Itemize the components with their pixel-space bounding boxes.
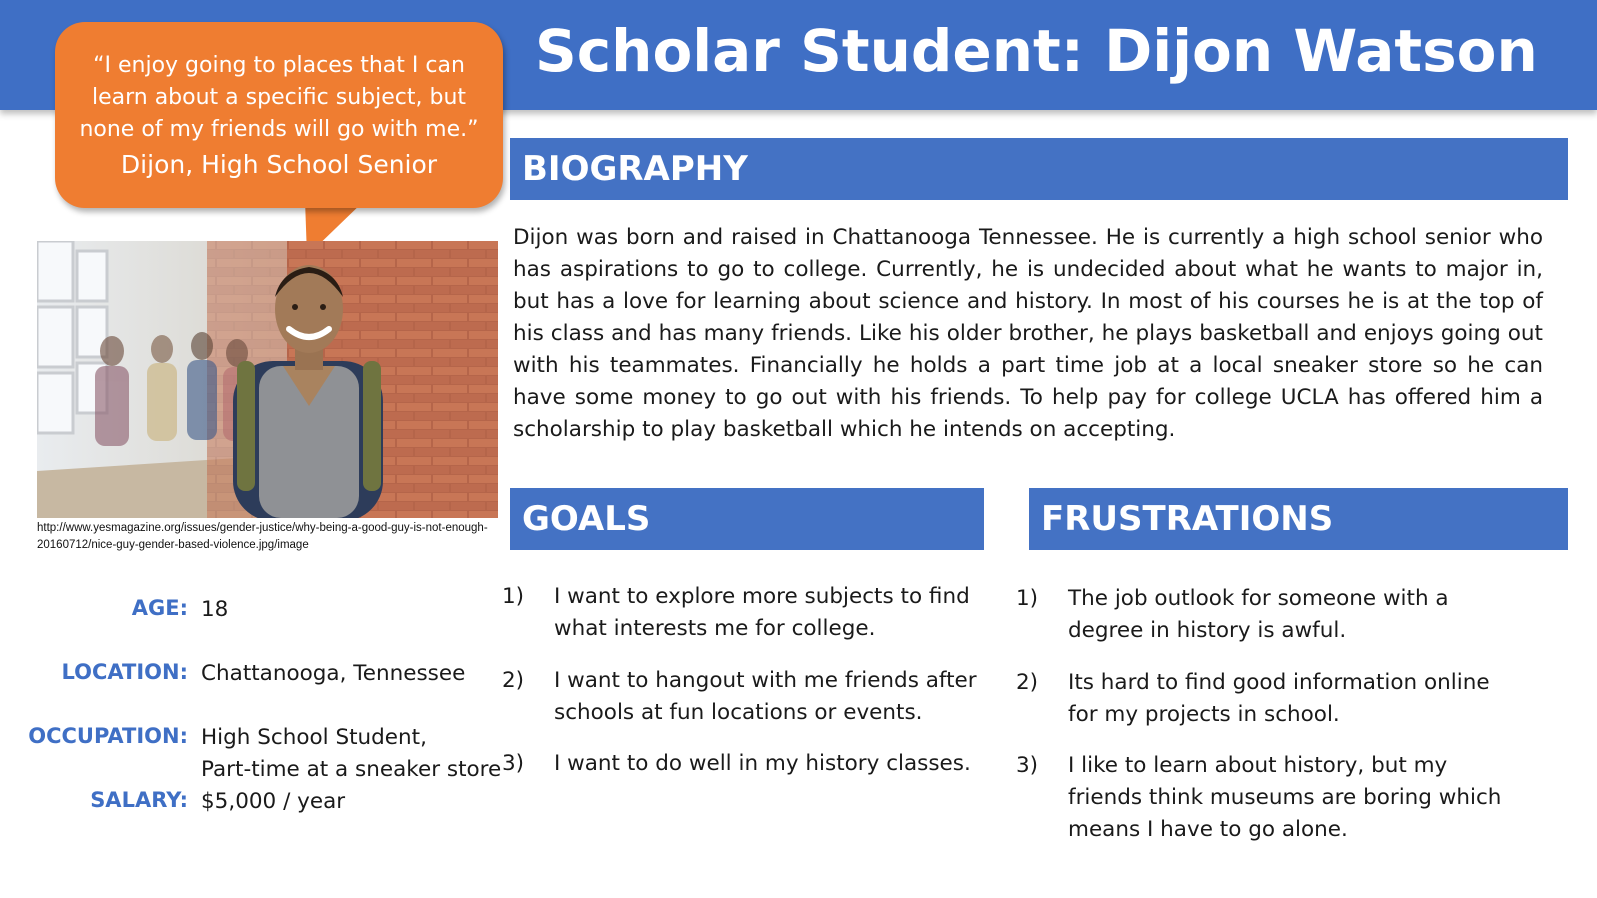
occupation-label: OCCUPATION:: [28, 724, 188, 748]
frustration-number: 1): [1016, 586, 1039, 611]
goal-text: I want to hangout with me friends after schools at fun locations or events.: [554, 668, 977, 725]
frustration-text: The job outlook for someone with a degree in history is awful.: [1068, 586, 1449, 643]
frustration-number: 2): [1016, 670, 1039, 695]
frustration-text: I like to learn about history, but my friends think museums are boring which means I have to go alone.: [1068, 753, 1502, 842]
page-title: Scholar Student: Dijon Watson: [535, 17, 1538, 85]
goal-text: I want to explore more subjects to find what interests me for college.: [554, 584, 970, 641]
goal-number: 3): [502, 751, 525, 776]
frustration-text: Its hard to find good information online for my projects in school.: [1068, 670, 1490, 727]
quote-bubble: [55, 22, 503, 208]
frustrations-heading: FRUSTRATIONS: [1029, 488, 1568, 550]
quote-attribution: Dijon, High School Senior: [120, 150, 438, 179]
location-value: Chattanooga, Tennessee: [201, 661, 466, 686]
salary-value: $5,000 / year: [201, 789, 346, 814]
quote-text: “I enjoy going to places that I can learn about a specific subject, but none of my friends will go with me.”: [79, 53, 479, 142]
goal-number: 2): [502, 668, 525, 693]
biography-text: Dijon was born and raised in Chattanooga Tennessee. He is currently a high school senior who has aspirations to go to college. Currently, he is undecided about what he wants to major in, but has a love for learning about science and history. In most of his courses he is at the top of his class and has many friends. Like his older brother, he plays basketball and enjoys going out with his teammates. Financially he holds a part time job at a local sneaker store so he can have some money to go out with his friends. To help pay for college UCLA has offered him a scholarship to play basketball which he intends on accepting.: [513, 225, 1543, 442]
occupation-value-line2: Part-time at a sneaker store: [201, 757, 502, 782]
goal-number: 1): [502, 584, 525, 609]
student-photo: [37, 241, 498, 518]
photo-credit-link[interactable]: http://www.yesmagazine.org/issues/gender-justice/why-being-a-good-guy-is-not-enough-20160712/nice-guy-gender-based-violence.jpg/image: [37, 522, 488, 551]
occupation-value-line1: High School Student,: [201, 725, 427, 750]
goal-text: I want to do well in my history classes.: [554, 751, 971, 776]
location-label: LOCATION:: [61, 660, 188, 684]
age-value: 18: [201, 597, 229, 622]
frustration-number: 3): [1016, 753, 1039, 778]
goals-heading: GOALS: [510, 488, 984, 550]
salary-label: SALARY:: [90, 788, 188, 812]
student-photo-illustration: [37, 241, 498, 518]
biography-heading: BIOGRAPHY: [510, 138, 1568, 200]
age-label: AGE:: [131, 596, 188, 620]
